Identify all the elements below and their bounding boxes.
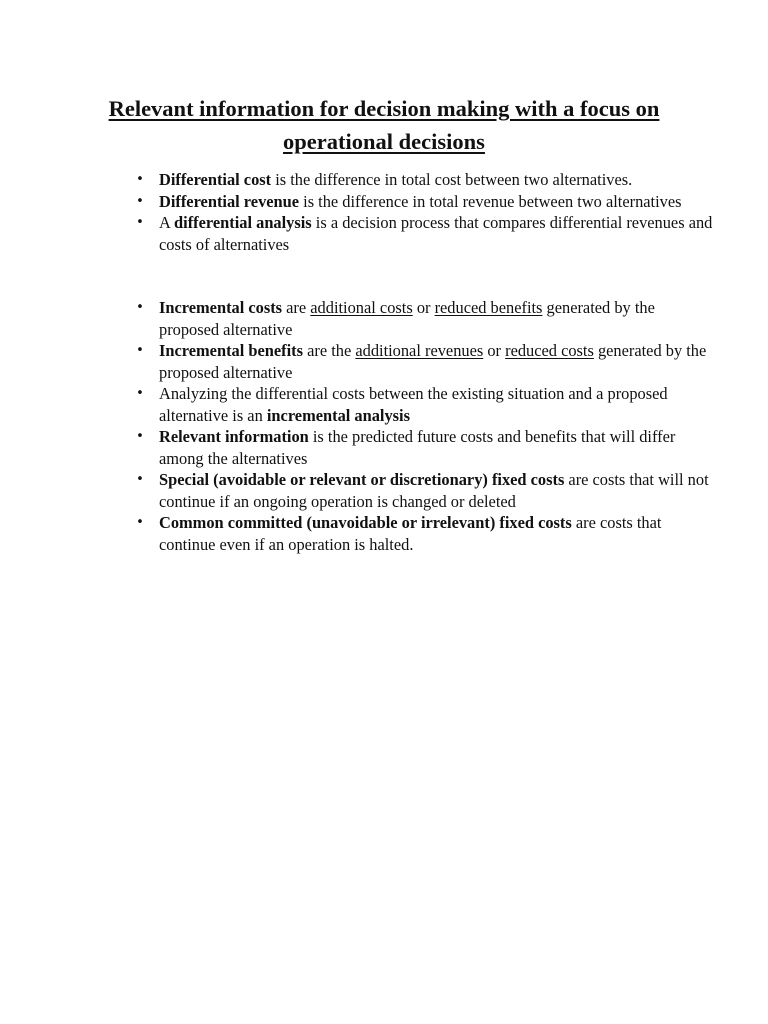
underlined-term: reduced benefits <box>434 298 543 317</box>
list-item-incremental-costs <box>136 297 719 340</box>
list-item-differential-revenue <box>136 191 719 213</box>
term: Incremental costs <box>159 298 283 317</box>
list-item-differential-analysis <box>136 212 719 255</box>
term: Differential revenue <box>159 191 300 211</box>
definition-text: generated by the proposed alternative <box>159 341 707 382</box>
list-item-incremental-analysis <box>136 383 719 426</box>
bullet-icon: • <box>136 215 144 230</box>
term: Incremental benefits <box>159 341 304 360</box>
definition-text: are the <box>303 341 356 360</box>
underlined-term: additional costs <box>310 298 413 317</box>
list-item-common-fixed-costs <box>136 512 719 555</box>
bullet-icon: • <box>136 343 144 358</box>
definition-text: or <box>483 341 506 360</box>
list-item-differential-cost <box>136 169 719 191</box>
definition-text: is the predicted future costs and benefits that will differ among the alternatives <box>159 427 676 468</box>
term: incremental analysis <box>266 405 410 425</box>
bullet-icon: • <box>136 172 144 187</box>
underlined-term: additional revenues <box>355 341 484 360</box>
definition-text: are <box>282 298 311 317</box>
definition-text: or <box>412 298 435 317</box>
bullet-icon: • <box>136 472 144 487</box>
term: Relevant information <box>159 427 309 446</box>
page-title: Relevant information for decision making with a focus on operational decisions <box>108 96 660 154</box>
list-item-relevant-information <box>136 426 719 469</box>
definition-text: generated by the proposed alternative <box>159 298 655 339</box>
bullet-icon: • <box>136 193 144 209</box>
term: Differential cost <box>159 170 272 189</box>
bullet-icon: • <box>136 429 144 444</box>
list-item-special-fixed-costs <box>136 469 719 512</box>
term: Special (avoidable or relevant or discretionary) fixed costs <box>159 470 565 489</box>
underlined-term: reduced costs <box>505 341 594 360</box>
bullet-icon: • <box>136 300 144 315</box>
term: Common committed (unavoidable or irrelevant) fixed costs <box>159 513 572 532</box>
definition-text: is the difference in total cost between two alternatives. <box>271 170 633 189</box>
definition-text: are costs that continue even if an operation is halted. <box>159 513 662 554</box>
bullet-icon: • <box>136 515 144 530</box>
list-item-incremental-benefits <box>136 340 719 383</box>
definition-text: Analyzing the differential costs between the existing situation and a proposed alternative is an <box>159 384 668 425</box>
definitions-list-1 <box>136 169 719 255</box>
term: differential analysis <box>174 213 312 232</box>
definition-text: A <box>159 213 175 232</box>
definition-text: is a decision process that compares differential revenues and costs of alternatives <box>159 213 713 254</box>
definitions-list-2 <box>136 297 719 555</box>
definition-text: are costs that will not continue if an ongoing operation is changed or deleted <box>159 470 709 511</box>
bullet-icon: • <box>136 386 144 401</box>
definition-text: is the difference in total revenue between two alternatives <box>299 191 682 211</box>
